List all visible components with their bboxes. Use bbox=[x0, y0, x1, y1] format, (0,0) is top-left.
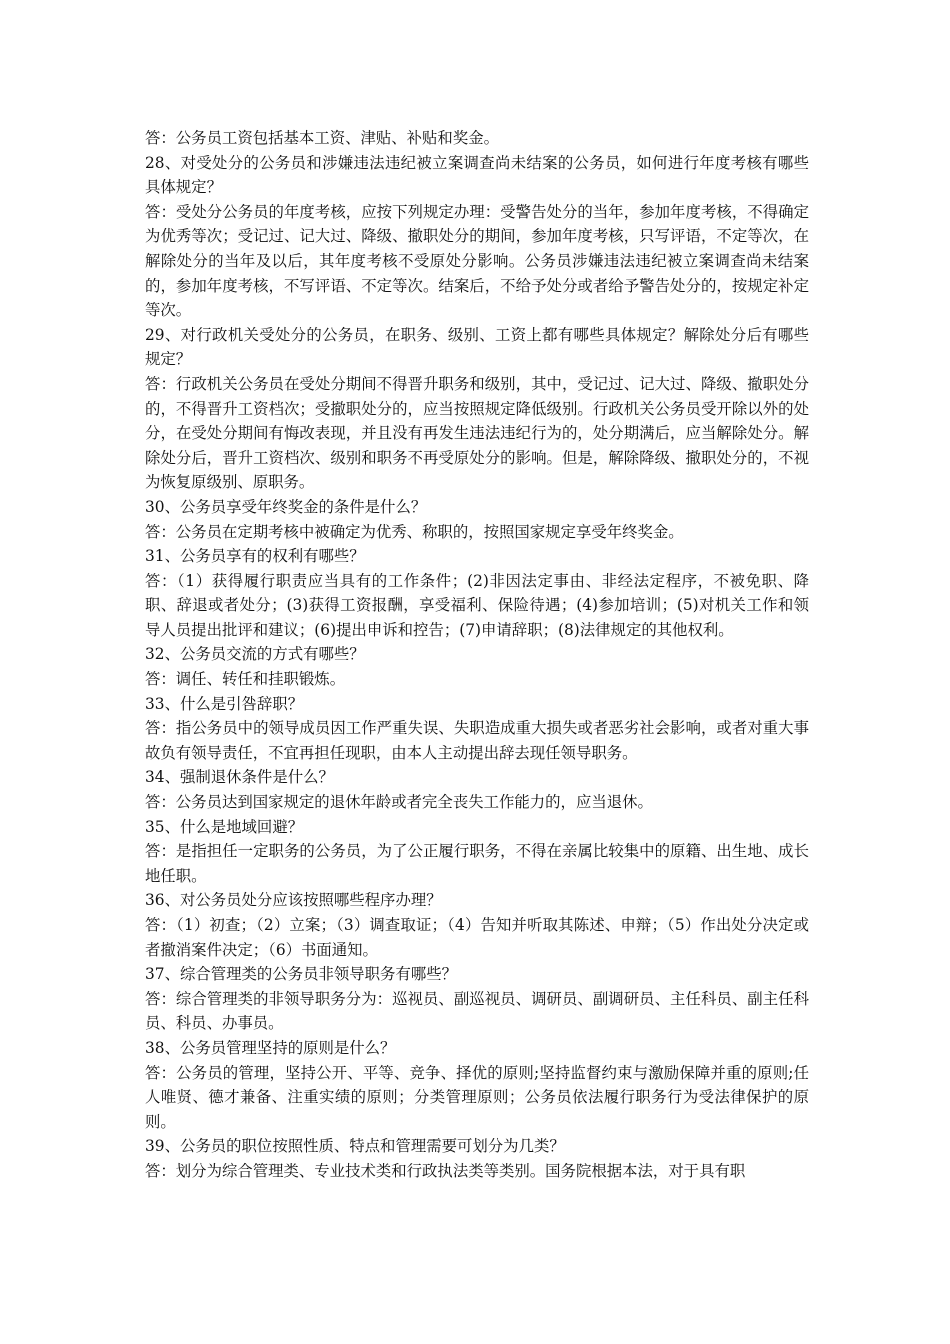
answer-paragraph: 答：综合管理类的非领导职务分为：巡视员、副巡视员、调研员、副调研员、主任科员、副主任科员、科员、办事员。 bbox=[145, 989, 809, 1033]
answer-paragraph: 答：公务员的管理，坚持公开、平等、竞争、择优的原则;坚持监督约束与激励保障并重的原则;任人唯贤、德才兼备、注重实绩的原则；分类管理原则；公务员依法履行职务行为受法律保护的原则。 bbox=[145, 1063, 809, 1131]
answer-paragraph: 答：调任、转任和挂职锻炼。 bbox=[145, 670, 346, 689]
question-paragraph: 39、公务员的职位按照性质、特点和管理需要可划分为几类？ bbox=[145, 1137, 565, 1156]
question-paragraph: 33、什么是引咎辞职？ bbox=[145, 694, 304, 713]
question-paragraph: 29、对行政机关受处分的公务员，在职务、级别、工资上都有哪些具体规定？解除处分后有哪些规定？ bbox=[145, 325, 809, 369]
answer-paragraph: 答：指公务员中的领导成员因工作严重失误、失职造成重大损失或者恶劣社会影响，或者对重大事故负有领导责任，不宜再担任现职，由本人主动提出辞去现任领导职务。 bbox=[145, 719, 809, 762]
answer-paragraph: 答：是指担任一定职务的公务员，为了公正履行职务，不得在亲属比较集中的原籍、出生地、成长地任职。 bbox=[145, 842, 809, 885]
question-paragraph: 36、对公务员处分应该按照哪些程序办理？ bbox=[145, 891, 442, 910]
question-paragraph: 37、综合管理类的公务员非领导职务有哪些？ bbox=[145, 965, 458, 984]
question-paragraph: 32、公务员交流的方式有哪些？ bbox=[145, 645, 365, 664]
answer-paragraph: 答：受处分公务员的年度考核，应按下列规定办理：受警告处分的当年，参加年度考核，不得确定为优秀等次；受记过、记大过、降级、撤职处分的期间，参加年度考核，只写评语，不定等次，在解除处分的当年及以后，其年度考核不受原处分影响。公务员涉嫌违法违纪被立案调查尚未结案的，参加年度考核，不写评语、不定等次。结案后，不给予处分或者给予警告处分的，按规定补定等次。 bbox=[145, 202, 809, 320]
question-paragraph: 30、公务员享受年终奖金的条件是什么？ bbox=[145, 497, 427, 516]
answer-paragraph: 答：公务员在定期考核中被确定为优秀、称职的，按照国家规定享受年终奖金。 bbox=[145, 522, 684, 541]
answer-paragraph: 答：公务员达到国家规定的退休年龄或者完全丧失工作能力的，应当退休。 bbox=[145, 793, 653, 812]
answer-paragraph: 答：（1）初查；（2）立案；（3）调查取证；（4）告知并听取其陈述、申辩；（5）作出处分决定或者撤消案件决定；（6）书面通知。 bbox=[145, 916, 809, 959]
question-paragraph: 31、公务员享有的权利有哪些？ bbox=[145, 547, 365, 566]
answer-paragraph: 答：行政机关公务员在受处分期间不得晋升职务和级别，其中，受记过、记大过、降级、撤职处分的，不得晋升工资档次；受撤职处分的，应当按照规定降低级别。行政机关公务员受开除以外的处分，在受处分期间有悔改表现，并且没有再发生违法违纪行为的，处分期满后，应当解除处分。解除处分后，晋升工资档次、级别和职务不再受原处分的影响。但是，解除降级、撤职处分的，不视为恢复原级别、原职务。 bbox=[145, 374, 809, 492]
question-paragraph: 34、强制退休条件是什么？ bbox=[145, 768, 334, 787]
question-paragraph: 35、什么是地域回避？ bbox=[145, 817, 304, 836]
answer-paragraph: 答：划分为综合管理类、专业技术类和行政执法类等类别。国务院根据本法，对于具有职 bbox=[145, 1161, 746, 1180]
question-paragraph: 28、对受处分的公务员和涉嫌违法违纪被立案调查尚未结案的公务员，如何进行年度考核有哪些具体规定？ bbox=[145, 153, 809, 197]
document-body bbox=[145, 126, 809, 1184]
answer-paragraph: 答：（1）获得履行职责应当具有的工作条件；(2)非因法定事由、非经法定程序，不被免职、降职、辞退或者处分；(3)获得工资报酬，享受福利、保险待遇；(4)参加培训；(5)对机关工作和领导人员提出批评和建议；(6)提出申诉和控告；(7)申请辞职；(8)法律规定的其他权利。 bbox=[145, 571, 809, 639]
answer-paragraph: 答：公务员工资包括基本工资、津贴、补贴和奖金。 bbox=[145, 129, 499, 147]
question-paragraph: 38、公务员管理坚持的原则是什么？ bbox=[145, 1038, 396, 1057]
